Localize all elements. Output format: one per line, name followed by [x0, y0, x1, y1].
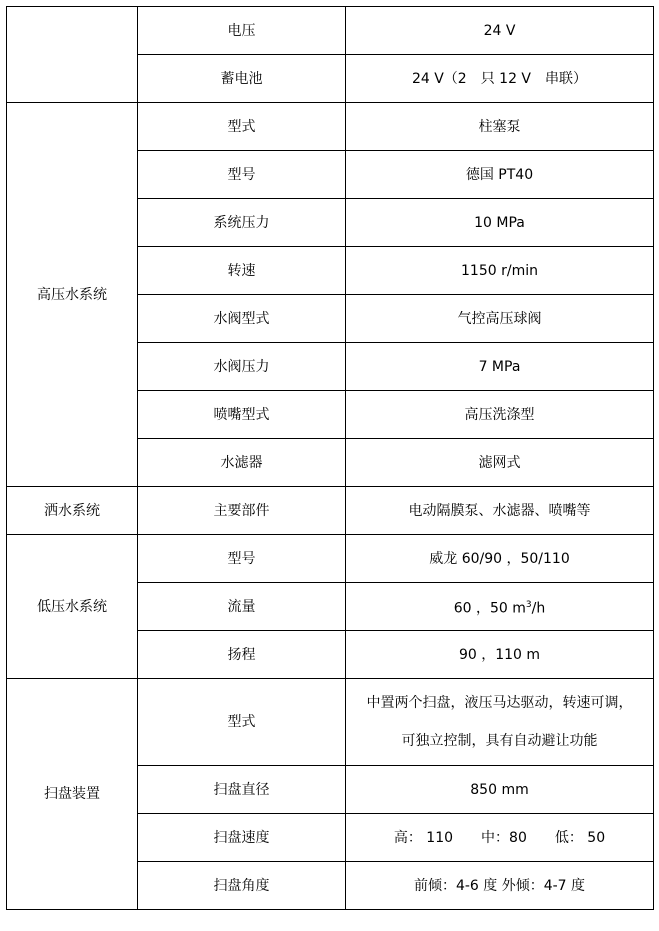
param-value: 高压洗涤型	[346, 391, 654, 439]
table-row	[7, 103, 654, 151]
param-name: 水阀压力	[138, 343, 346, 391]
param-value: 德国 PT40	[346, 151, 654, 199]
table-row	[7, 679, 654, 766]
group-label-low-pressure: 低压水系统	[7, 535, 138, 679]
group-label-power	[7, 7, 138, 103]
flow-unit-suffix: /h	[531, 600, 546, 617]
param-name: 型号	[138, 151, 346, 199]
param-value: 气控高压球阀	[346, 295, 654, 343]
table-row	[7, 7, 654, 55]
param-name: 型式	[138, 103, 346, 151]
group-label-brush-disk: 扫盘装置	[7, 679, 138, 910]
param-name: 电压	[138, 7, 346, 55]
param-name: 水阀型式	[138, 295, 346, 343]
table-row	[7, 535, 654, 583]
flow-exponent: 3	[525, 599, 532, 610]
param-name: 系统压力	[138, 199, 346, 247]
param-name: 水滤器	[138, 439, 346, 487]
param-value: 电动隔膜泵、水滤器、喷嘴等	[346, 487, 654, 535]
param-name: 扫盘角度	[138, 862, 346, 910]
param-value: 850 mm	[346, 766, 654, 814]
param-value: 滤网式	[346, 439, 654, 487]
param-name: 扬程	[138, 631, 346, 679]
param-value: 中置两个扫盘，液压马达驱动，转速可调，可独立控制，具有自动避让功能	[346, 679, 654, 766]
table-row	[7, 487, 654, 535]
group-label-sprinkling: 洒水系统	[7, 487, 138, 535]
param-name: 喷嘴型式	[138, 391, 346, 439]
flow-value: 60 ，50 m	[453, 600, 526, 617]
param-value: 高： 110 中：80 低： 50	[346, 814, 654, 862]
param-value: 7 MPa	[346, 343, 654, 391]
param-name: 主要部件	[138, 487, 346, 535]
param-name: 型式	[138, 679, 346, 766]
group-label-high-pressure: 高压水系统	[7, 103, 138, 487]
spec-table	[6, 6, 654, 910]
param-name: 蓄电池	[138, 55, 346, 103]
param-name: 转速	[138, 247, 346, 295]
param-value: 1150 r/min	[346, 247, 654, 295]
param-value	[346, 583, 654, 631]
param-value: 威龙 60/90 ，50/110	[346, 535, 654, 583]
param-name: 流量	[138, 583, 346, 631]
param-value: 24 V（2 只 12 V 串联）	[346, 55, 654, 103]
param-value: 柱塞泵	[346, 103, 654, 151]
param-value: 24 V	[346, 7, 654, 55]
param-value: 90 ，110 m	[346, 631, 654, 679]
param-value: 前倾：4-6 度 外倾：4-7 度	[346, 862, 654, 910]
param-name: 扫盘速度	[138, 814, 346, 862]
param-value: 10 MPa	[346, 199, 654, 247]
param-name: 型号	[138, 535, 346, 583]
param-name: 扫盘直径	[138, 766, 346, 814]
